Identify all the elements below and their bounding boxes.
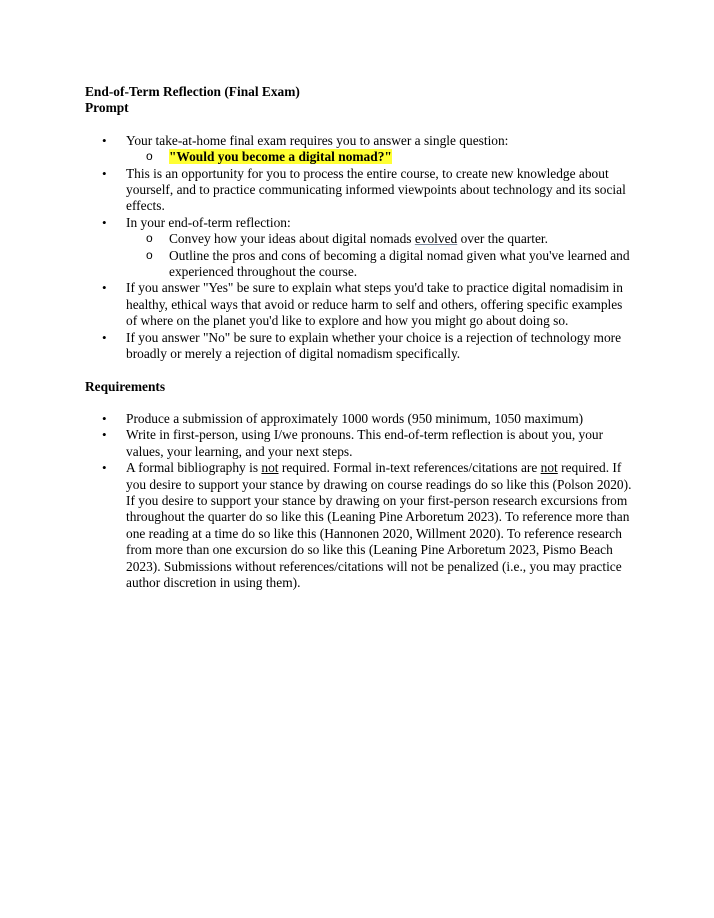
prompt-subbullet-question [85,149,635,165]
bullet-marker: • [102,214,107,230]
underlined-not: not [261,460,279,476]
bullet-text-c: required. If you desire to support your stance by drawing on course readings do so like this (Polson 2020). If you desire to support your stance by drawing on your first-person research excursions from throughout the quarter do so like this (Leaning Pine Arboretum 2023). To reference more than one reading at a time do so like this (Hannonen 2020, Willment 2020). To reference research from more than one excursion do so like this (Leaning Pine Arboretum 2023, Pismo Beach 2023). Submissions without references/citations will not be penalized (i.e., you may practice author discretion in using them). [126,460,632,590]
bullet-marker: • [102,132,107,148]
prompt-subbullet-pros-cons [85,248,635,281]
prompt-bullet-3 [85,215,635,231]
underlined-not: not [540,460,558,476]
bullet-text: In your end-of-term reflection: [126,214,291,230]
bullet-marker: • [102,410,107,426]
sub-bullet-marker: o [146,149,153,164]
requirements-heading: Requirements [85,378,166,394]
document-title: End-of-Term Reflection (Final Exam) [85,84,300,99]
sub-text-pre: Convey how your ideas about digital nomads [169,231,415,247]
prompt-subbullet-evolved [85,231,635,247]
prompt-bullet-1 [85,133,635,149]
bullet-text-b: required. Formal in-text references/citations are [278,460,541,476]
bullet-text: If you answer "Yes" be sure to explain what steps you'd take to practice digital nomadisim in healthy, ethical ways that avoid or reduce harm to self and others, offering specific examples of where on the planet you'd like to explore and how you might go about doing so. [126,280,623,329]
bullet-text: Your take-at-home final exam requires you to answer a single question: [126,132,509,148]
bullet-marker: • [102,427,107,443]
sub-bullet-marker: o [146,247,153,262]
bullet-text: This is an opportunity for you to process the entire course, to create new knowledge about yourself, and to practice communicating informed viewpoints about technology and its social effects. [126,165,626,214]
bullet-marker: • [102,280,107,296]
highlighted-question: "Would you become a digital nomad?" [169,149,392,165]
spellcheck-word: evolved [414,231,458,247]
bullet-text: Write in first-person, using I/we pronouns. This end-of-term reflection is about you, your values, your learning, and your next steps. [126,427,604,459]
prompt-heading: Prompt [85,100,129,116]
bullet-marker: • [102,460,107,476]
sub-bullet-marker: o [146,231,153,246]
requirement-bullet-2 [85,427,635,460]
requirement-bullet-1 [85,411,635,427]
prompt-bullet-5 [85,330,635,363]
prompt-bullet-2 [85,166,635,215]
bullet-text: Produce a submission of approximately 1000 words (950 minimum, 1050 maximum) [126,410,584,426]
bullet-marker: • [102,329,107,345]
sub-text: Outline the pros and cons of becoming a digital nomad given what you've learned and experienced throughout the course. [169,247,630,280]
requirement-bullet-3 [85,460,635,591]
document-body [85,84,635,591]
bullet-text: If you answer "No" be sure to explain whether your choice is a rejection of technology more broadly or merely a rejection of digital nomadism specifically. [126,329,622,362]
bullet-marker: • [102,165,107,181]
prompt-bullet-4 [85,280,635,329]
sub-text-post: over the quarter. [457,231,548,247]
bullet-text-a: A formal bibliography is [126,460,262,476]
